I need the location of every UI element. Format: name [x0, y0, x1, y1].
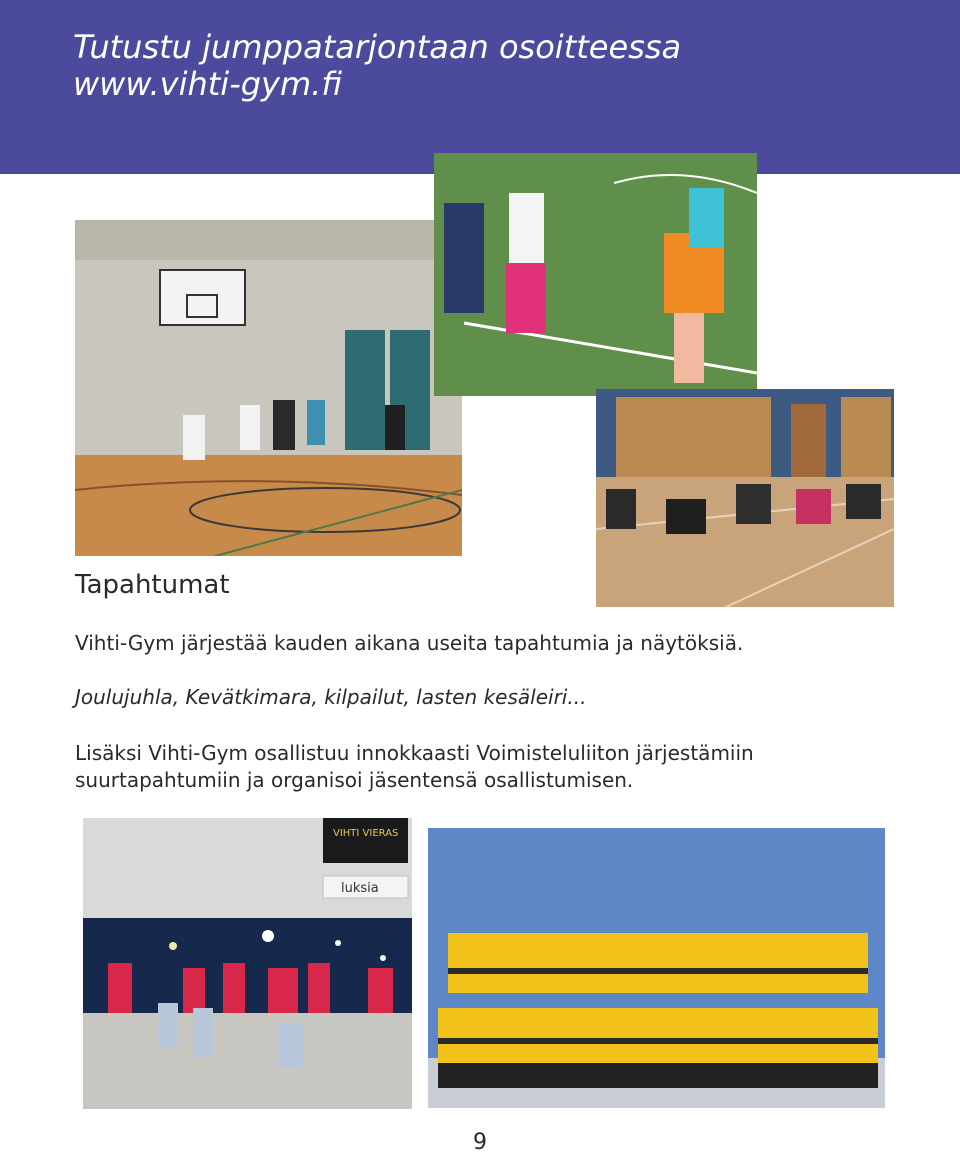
participation-text-line-2: suurtapahtumiin ja organisoi jäsentensä osallistumisen. — [75, 768, 634, 792]
kids-gym-stretching-photo — [596, 389, 894, 607]
floorball-hall-photo — [75, 220, 462, 556]
participation-text — [75, 740, 754, 794]
kids-outdoor-field-photo — [434, 153, 757, 396]
banner-text-line-1: Tutustu jumppatarjontaan osoitteessa — [73, 28, 682, 66]
page-number: 9 — [473, 1130, 487, 1155]
events-list-text: Joulujuhla, Kevätkimara, kilpailut, lasten kesäleiri... — [75, 685, 587, 709]
bee-costume-group-photo — [428, 828, 885, 1108]
sign-text: luksia — [341, 881, 379, 896]
scoreboard-text: VIHTI VIERAS — [333, 828, 399, 839]
section-heading: Tapahtumat — [75, 570, 230, 600]
banner-website-link[interactable]: www.vihti-gym.fi — [73, 65, 342, 103]
events-intro-text: Vihti-Gym järjestää kauden aikana useita tapahtumia ja näytöksiä. — [75, 631, 744, 655]
participation-text-line-1: Lisäksi Vihti-Gym osallistuu innokkaasti Voimisteluliiton järjestämiin — [75, 741, 754, 765]
christmas-performance-photo — [83, 818, 412, 1109]
